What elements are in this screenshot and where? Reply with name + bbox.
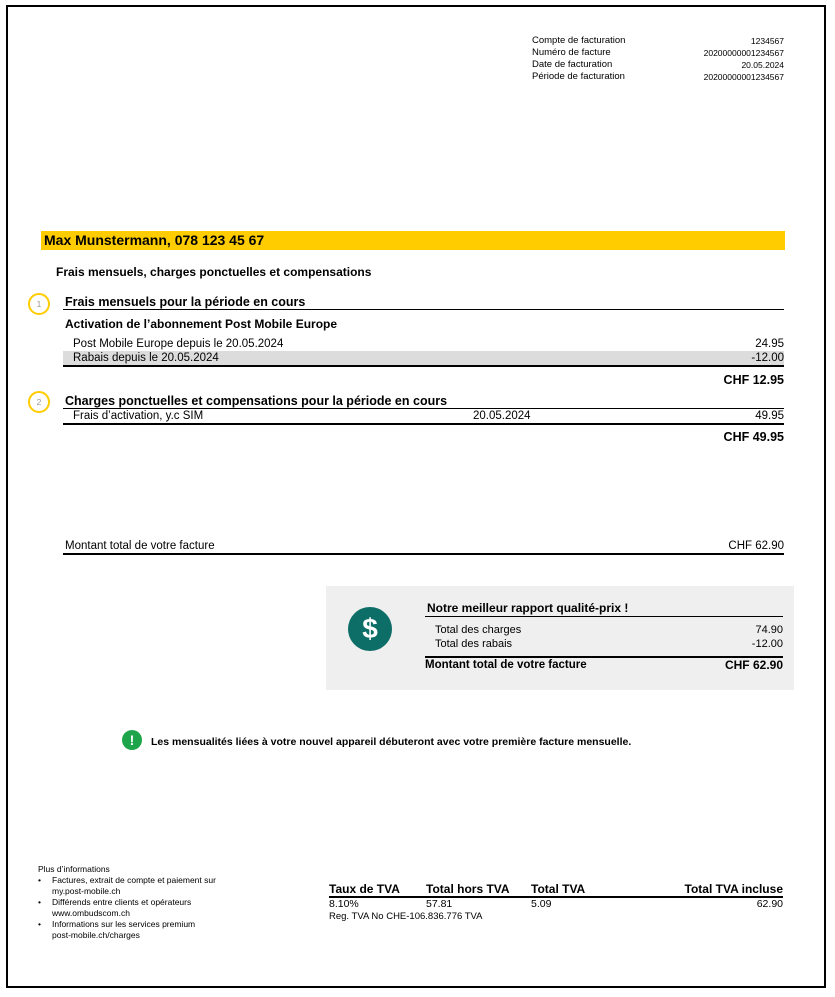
meta-value: 20200000001234567	[703, 72, 784, 82]
step-number-2: 2	[28, 391, 50, 413]
dollar-icon: $	[348, 607, 392, 651]
monthly-total: CHF 12.95	[723, 373, 784, 387]
info-item-link[interactable]: www.ombudscom.ch	[52, 908, 130, 918]
section-title: Frais mensuels, charges ponctuelles et compensations	[56, 265, 372, 279]
invoice-total-row	[65, 539, 784, 553]
invoice-total-label: Montant total de votre facture	[65, 540, 215, 552]
monthly-heading: Frais mensuels pour la période en cours	[65, 295, 306, 309]
divider	[63, 309, 784, 310]
summary-row-discounts	[425, 637, 783, 651]
info-item-text: • Factures, extrait de compte et paiement sur	[52, 875, 216, 885]
exclamation-icon: !	[122, 730, 142, 750]
line-item	[63, 409, 784, 423]
meta-label: Période de facturation	[532, 71, 625, 82]
monthly-subheading: Activation de l’abonnement Post Mobile Europe	[65, 317, 338, 331]
line-amount: -12.00	[751, 352, 784, 364]
summary-total-label: Montant total de votre facture	[425, 659, 587, 671]
vat-header: Total TVA incluse	[684, 882, 783, 896]
vat-table	[329, 882, 783, 923]
info-item	[38, 875, 268, 897]
summary-total-row	[425, 658, 783, 672]
info-block	[38, 864, 268, 941]
meta-row-date	[532, 59, 784, 71]
vat-note: Reg. TVA No CHE-106.836.776 TVA	[329, 911, 483, 922]
oneoff-heading: Charges ponctuelles et compensations pour la période en cours	[65, 394, 448, 408]
meta-value: 20200000001234567	[703, 48, 784, 58]
meta-label: Compte de facturation	[532, 35, 626, 46]
invoice-total-amount: CHF 62.90	[728, 540, 784, 552]
vat-header-row	[329, 882, 783, 896]
line-item	[63, 337, 784, 351]
summary-box	[326, 586, 794, 690]
meta-label: Date de facturation	[532, 59, 613, 70]
divider	[63, 423, 784, 425]
vat-cell: 62.90	[756, 898, 783, 910]
step-number-1: 1	[28, 293, 50, 315]
divider	[63, 553, 784, 555]
info-item	[38, 897, 268, 919]
vat-header: Taux de TVA	[329, 882, 400, 896]
meta-row-invoice-number	[532, 47, 784, 59]
vat-cell: 57.81	[426, 898, 453, 910]
vat-header: Total hors TVA	[426, 882, 510, 896]
line-amount: 49.95	[755, 410, 784, 422]
line-label: Rabais depuis le 20.05.2024	[73, 352, 219, 364]
line-label: Frais d’activation, y.c SIM	[73, 410, 204, 422]
oneoff-total: CHF 49.95	[723, 430, 784, 444]
summary-title: Notre meilleur rapport qualité-prix !	[427, 601, 629, 615]
summary-label: Total des charges	[435, 624, 522, 636]
summary-amount: -12.00	[751, 638, 783, 650]
summary-amount: 74.90	[755, 624, 783, 636]
meta-row-period	[532, 71, 784, 83]
line-label: Post Mobile Europe depuis le 20.05.2024	[73, 338, 284, 350]
info-title: Plus d’informations	[38, 864, 110, 874]
billing-meta	[532, 35, 784, 83]
meta-row-account	[532, 35, 784, 47]
line-date: 20.05.2024	[473, 410, 531, 422]
summary-total-amount: CHF 62.90	[724, 658, 783, 672]
customer-banner: Max Munstermann, 078 123 45 67	[41, 231, 785, 250]
invoice-page	[6, 5, 826, 988]
vat-cell: 5.09	[531, 898, 552, 910]
divider	[425, 616, 783, 617]
monthly-lines	[63, 337, 784, 365]
info-item-link[interactable]: post-mobile.ch/charges	[52, 930, 140, 940]
meta-label: Numéro de facture	[532, 47, 611, 58]
info-item	[38, 919, 268, 941]
vat-row	[329, 898, 783, 911]
notice-text: Les mensualités liées à votre nouvel appareil débuteront avec votre première facture mensuelle.	[151, 736, 632, 748]
line-item-discount	[63, 351, 784, 365]
vat-header: Total TVA	[531, 882, 586, 896]
info-item-link[interactable]: my.post-mobile.ch	[52, 886, 121, 896]
divider	[63, 365, 784, 367]
line-amount: 24.95	[755, 338, 784, 350]
info-item-text: • Différends entre clients et opérateurs	[52, 897, 192, 907]
summary-row-charges	[425, 623, 783, 637]
meta-value: 1234567	[750, 36, 784, 46]
summary-rows	[425, 623, 783, 651]
vat-cell: 8.10%	[329, 898, 359, 910]
summary-label: Total des rabais	[435, 638, 513, 650]
meta-value: 20.05.2024	[741, 60, 784, 70]
info-item-text: • Informations sur les services premium	[52, 919, 196, 929]
